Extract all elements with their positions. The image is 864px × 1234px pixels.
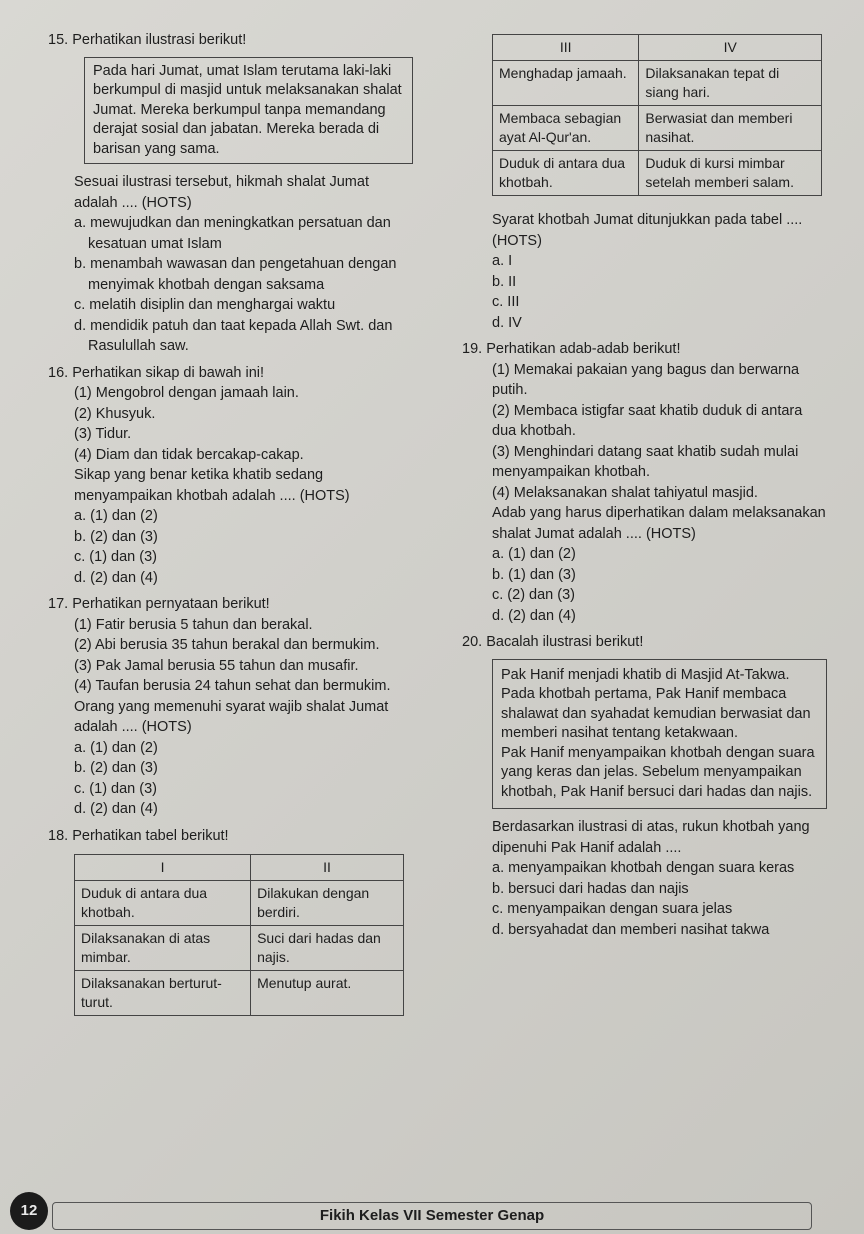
q17-option-a: a. (1) dan (2) bbox=[74, 739, 158, 756]
q16-question: Sikap yang benar ketika khatib sedang menyampaikan khotbah adalah .... (HOTS) bbox=[74, 467, 350, 504]
table-iii-iv bbox=[492, 34, 822, 196]
table-cell: Menghadap jamaah. bbox=[493, 61, 639, 106]
q20-option-c: c. menyampaikan dengan suara jelas bbox=[492, 901, 733, 917]
table-cell: Dilakukan dengan berdiri. bbox=[251, 881, 404, 926]
q19-question: Adab yang harus diperhatikan dalam melaksanakan shalat Jumat adalah .... (HOTS) bbox=[492, 505, 826, 542]
q15-number: 15. bbox=[48, 32, 69, 48]
table-header-iv: IV bbox=[639, 35, 822, 61]
q18-number: 18. bbox=[48, 827, 69, 844]
q20-box-paragraph: Pak Hanif menyampaikan khotbah dengan suara yang keras dan jelas. Sebelum menyampaikan khotbah, Pak Hanif bersuci dari hadas dan najis. bbox=[501, 744, 815, 800]
table-i-ii bbox=[74, 854, 404, 1016]
page-number-badge: 12 bbox=[10, 1192, 48, 1230]
q16-number: 16. bbox=[48, 364, 69, 381]
table-cell: Dilaksanakan berturut-turut. bbox=[75, 971, 251, 1016]
table-header-i: I bbox=[75, 855, 251, 881]
q20-number: 20. bbox=[462, 634, 483, 650]
q17-item: (2) Abi berusia 35 tahun berakal dan bermukim. bbox=[74, 637, 380, 653]
q20-illustration-box bbox=[492, 659, 827, 810]
question-19 bbox=[462, 339, 827, 626]
q19-item: (4) Melaksanakan shalat tahiyatul masjid. bbox=[492, 484, 758, 501]
table-row bbox=[75, 926, 404, 971]
q16-header bbox=[48, 363, 413, 384]
left-column bbox=[48, 30, 413, 1022]
q16-item: (3) Tidur. bbox=[74, 426, 132, 442]
table-row bbox=[493, 61, 822, 106]
q17-items bbox=[48, 615, 413, 697]
q17-item: (1) Fatir berusia 5 tahun dan berakal. bbox=[74, 616, 313, 633]
table-cell: Duduk di antara dua khotbah. bbox=[75, 881, 251, 926]
table-cell: Dilaksanakan tepat di siang hari. bbox=[639, 61, 822, 106]
q15-option-d: d. mendidik patuh dan taat kepada Allah Swt. dan Rasulullah saw. bbox=[74, 317, 393, 354]
q17-item: (4) Taufan berusia 24 tahun sehat dan bermukim. bbox=[74, 678, 391, 694]
q19-header bbox=[462, 339, 827, 360]
q19-option-c: c. (2) dan (3) bbox=[492, 587, 575, 603]
table-cell: Menutup aurat. bbox=[251, 971, 404, 1016]
q20-question: Berdasarkan ilustrasi di atas, rukun khotbah yang dipenuhi Pak Hanif adalah .... bbox=[492, 819, 810, 856]
q18-question-block bbox=[492, 210, 827, 333]
q19-number: 19. bbox=[462, 341, 483, 357]
question-16 bbox=[48, 363, 413, 589]
q15-question: Sesuai ilustrasi tersebut, hikmah shalat Jumat adalah .... (HOTS) bbox=[74, 174, 369, 211]
table-row bbox=[75, 971, 404, 1016]
question-15 bbox=[48, 30, 413, 357]
q16-items bbox=[48, 383, 413, 465]
q16-item: (1) Mengobrol dengan jamaah lain. bbox=[74, 385, 299, 401]
q19-item: (2) Membaca istigfar saat khatib duduk di antara dua khotbah. bbox=[492, 402, 803, 439]
q15-option-a: a. mewujudkan dan meningkatkan persatuan dan kesatuan umat Islam bbox=[74, 215, 391, 252]
q17-number: 17. bbox=[48, 596, 69, 612]
q19-item: (3) Menghindari datang saat khatib sudah mulai menyampaikan khotbah. bbox=[492, 443, 799, 480]
q17-prompt: Perhatikan pernyataan berikut! bbox=[72, 596, 270, 612]
table-row bbox=[493, 151, 822, 196]
q17-option-d: d. (2) dan (4) bbox=[74, 801, 158, 817]
q18-header bbox=[48, 826, 413, 847]
q16-item: (2) Khusyuk. bbox=[74, 405, 156, 422]
q20-option-b: b. bersuci dari hadas dan najis bbox=[492, 880, 689, 897]
table-cell: Dilaksanakan di atas mimbar. bbox=[75, 926, 251, 971]
q15-option-b: b. menambah wawasan dan pengetahuan dengan menyimak khotbah dengan saksama bbox=[74, 256, 397, 293]
q16-option-a: a. (1) dan (2) bbox=[74, 508, 158, 524]
q16-option-c: c. (1) dan (3) bbox=[74, 549, 157, 565]
table-header-ii: II bbox=[251, 855, 404, 881]
table-row bbox=[493, 106, 822, 151]
q16-prompt: Perhatikan sikap di bawah ini! bbox=[72, 364, 265, 381]
q19-items bbox=[492, 360, 827, 504]
q18-option-c: c. III bbox=[492, 294, 520, 310]
q15-prompt: Perhatikan ilustrasi berikut! bbox=[72, 32, 247, 48]
page-footer bbox=[0, 1182, 864, 1234]
q18-option-b: b. II bbox=[492, 273, 517, 290]
table-cell: Duduk di antara dua khotbah. bbox=[493, 151, 639, 196]
q17-item: (3) Pak Jamal berusia 55 tahun dan musafir. bbox=[74, 657, 359, 674]
footer-title: Fikih Kelas VII Semester Genap bbox=[52, 1202, 812, 1230]
q18-option-a: a. I bbox=[492, 253, 513, 269]
q17-option-c: c. (1) dan (3) bbox=[74, 780, 157, 797]
table-header-iii: III bbox=[493, 35, 639, 61]
q16-option-d: d. (2) dan (4) bbox=[74, 569, 158, 586]
q16-item: (4) Diam dan tidak bercakap-cakap. bbox=[74, 446, 304, 463]
table-row bbox=[75, 881, 404, 926]
table-cell: Berwasiat dan memberi nasihat. bbox=[639, 106, 822, 151]
question-20 bbox=[462, 632, 827, 940]
table-cell: Duduk di kursi mimbar setelah memberi salam. bbox=[639, 151, 822, 196]
right-column bbox=[462, 30, 827, 946]
q19-option-d: d. (2) dan (4) bbox=[492, 607, 576, 624]
q19-prompt: Perhatikan adab-adab berikut! bbox=[486, 341, 681, 357]
q19-option-b: b. (1) dan (3) bbox=[492, 566, 576, 583]
q20-option-d: d. bersyahadat dan memberi nasihat takwa bbox=[492, 921, 770, 938]
q16-option-b: b. (2) dan (3) bbox=[74, 528, 158, 545]
table-cell: Suci dari hadas dan najis. bbox=[251, 926, 404, 971]
q17-option-b: b. (2) dan (3) bbox=[74, 760, 158, 776]
q20-option-a: a. menyampaikan khotbah dengan suara keras bbox=[492, 860, 795, 876]
q15-option-c: c. melatih disiplin dan menghargai waktu bbox=[74, 297, 336, 313]
q20-header bbox=[462, 632, 827, 653]
q17-header bbox=[48, 594, 413, 615]
q20-prompt: Bacalah ilustrasi berikut! bbox=[486, 634, 644, 650]
q18-question: Syarat khotbah Jumat ditunjukkan pada tabel .... (HOTS) bbox=[492, 212, 803, 249]
question-18 bbox=[48, 826, 413, 1017]
q18-option-d: d. IV bbox=[492, 314, 522, 331]
table-cell: Membaca sebagian ayat Al-Qur'an. bbox=[493, 106, 639, 151]
q20-box-paragraph: Pak Hanif menjadi khatib di Masjid At-Takwa. Pada khotbah pertama, Pak Hanif membaca shalawat dan syahadat kemudian berwasiat dan memberi nasihat tentang ketakwaan. bbox=[501, 666, 811, 741]
q17-question: Orang yang memenuhi syarat wajib shalat Jumat adalah .... (HOTS) bbox=[74, 698, 389, 735]
q15-header bbox=[48, 30, 413, 51]
question-17 bbox=[48, 594, 413, 820]
q18-prompt: Perhatikan tabel berikut! bbox=[72, 827, 229, 844]
q19-option-a: a. (1) dan (2) bbox=[492, 546, 576, 562]
q19-item: (1) Memakai pakaian yang bagus dan berwarna putih. bbox=[492, 361, 800, 398]
q15-illustration-box: Pada hari Jumat, umat Islam terutama laki-laki berkumpul di masjid untuk melaksanakan shalat Jumat. Mereka berkumpul tanpa memandang derajat sosial dan jabatan. Mereka berada di barisan yang sama. bbox=[84, 57, 413, 165]
